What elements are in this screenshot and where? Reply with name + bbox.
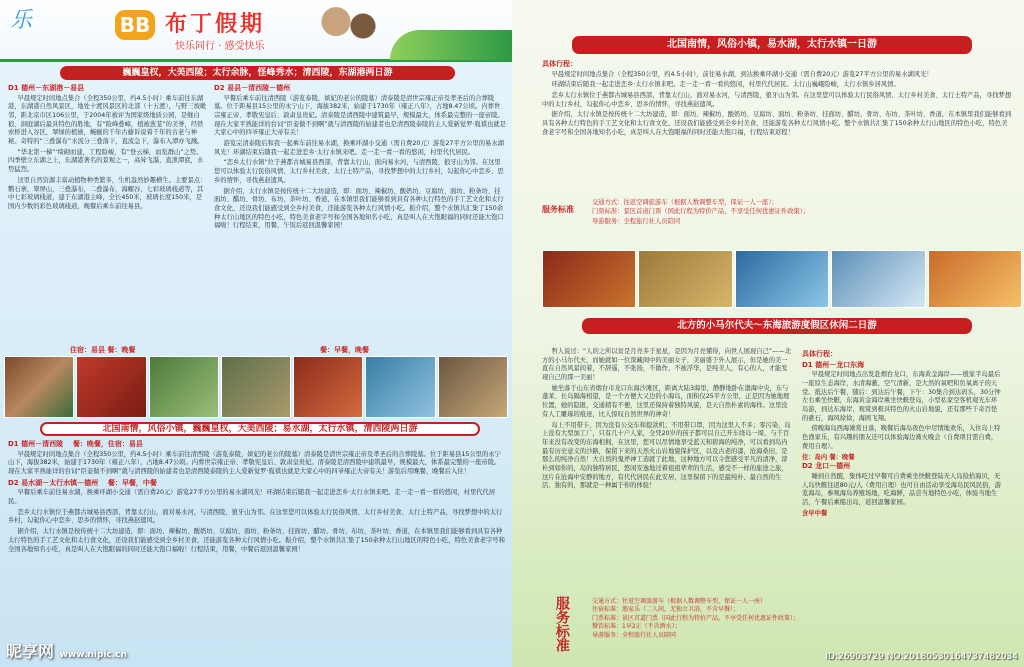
island-intro-column [542,348,792,493]
route2-day2-name: D2 易水湖－太行水镇－德州 [8,478,99,487]
day2-title: D2 易县－清西陵－德州 [214,84,291,92]
right-page [512,0,1024,667]
route-banner-4: 北方的小马尔代夫～东海旅游度假区休闲二日游 [582,318,972,334]
day1-para: “华北第一梯”‘绮砌而建，工程险峻，有“登云梯，而览群山”之势。四季壁立东湖之上，东湖港著名的景观之一，高耸飞瀑，直泄潭底，水势猛烈。 [8,148,204,174]
service2-item: 交通方式：往返空调旅游车（根据人数调整车型，保证一人一座） [592,598,767,605]
photo-lake [365,356,435,418]
island-day1-para: 傍晚海岛西海滩赏日落，晚餐后海岛夜色中尽情地欢乐，入住岛上特色渔家乐，有兴趣的朋友还可以体验海边篝火晚会（自费项目需自费，费用自理）。 [802,425,1001,450]
route2-day2-meal: 餐：早餐，中餐 [107,478,157,487]
couple-photo [300,4,390,48]
photo-village [438,356,508,418]
island-day1-title: D1 德州－龙口东海 [802,360,865,369]
island-day1-para: 早晨规定时间地点出发赴烟台龙口，东海黄金海岸——殷家半岛最后一座原生态海岸，水清海澈，空气清新，是大然的氧吧和负氧离子的天堂。抵达后午餐，随后：到达后午餐，下午：30集合到达码头，30分钟左右乘坐快艇，东海黄金海岸乘坐快艇登岛，小型私家空客机观光车环岛游，到达东海岸，观赏到极具特色的火山岩地貌，还有那些千奇百怪的礁石，海风徐徐，海鸥飞翔。 [802,371,1001,422]
day2-meal: 餐：早餐，晚餐 [320,346,369,354]
route2-day2-title [8,479,506,489]
service-label-2: 服务标准 [553,596,570,652]
photo-strip [4,356,508,418]
brand-slogan: 快乐同行 · 感受快乐 [175,41,265,52]
brand-badge: BB [115,10,155,40]
watermark [6,641,127,663]
oneday-para: 恋乡太行水镇位于燕都古城易县西部，背靠太行山，面对易水河，与清西陵，狼牙山为邻。在这里您可以体验太行民俗风情、太行乡村美食、太行土特产品，寻找梦想中的太行乡村，勾起你心中恋乡、思乡的情怀，寻找燕赵遗风。 [542,92,1012,108]
oneday-para: 据介绍，太行水镇是按传统十二大坊建造，即：面坊、辣椒坊、酸奶坊、豆腐坊、面坊、粉条坊、挂面坊、醋坊、骨坊、布坊、茶叶坊、香道，在本镇里我们能够看到具有各种太行特色的手工艺文化和太行食文化，还设我们能感受到全乡村美食，还能游览各种太行风情小吃。整个水镇共汇集了150余种太行山地区的特色小吃，特色美食老字号和全国各地知名小吃，真是叫人在大饱眼福的同时还能大饱口福，行程结束返程！ [542,111,1012,136]
route-banner-1: 巍巍皇权，大美西陵；太行余脉，怪峰秀水；清西陵，东湖港两日游 [60,66,455,80]
island-itinerary-label: 具体行程： [802,350,837,358]
service-list-2 [592,598,1012,640]
service-item: 交通方式：往返空调旅游车（根据人数调整车型，保证一人一座）； [592,199,778,206]
service-label: 服务标准 [542,205,574,214]
brand-title: 布丁假期 [165,12,266,37]
oneday-column [542,60,1012,139]
photo-cliff [4,356,74,418]
day2-para: 游览完清泰陵后和我一起乘车前往易水湖，换乘环湖小交通（需自费20元）游览27平方公里的易水湖风光！环湖结束后随我一起走进恋乡·太行水镇来吧。走一走一看一看的悠闲，村里代代居民。 [214,140,504,156]
route2-day2-para: 恋乡太行水镇位于燕都古城易县西部，背靠太行山，面对易水河，与清西陵，狼牙山为邻。在这里您可以体验太行民俗风情、太行乡村美食、太行土特产品，寻找梦想中的太行乡村，勾起你心中恋乡、思乡的情怀，寻找燕赵遗风。 [8,508,503,525]
day1-meal: 住宿：易县 餐：晚餐 [70,346,136,354]
route2-day2-para: 早餐后乘车前往易水湖，换乘环湖小交通（需自费20元）游览27平方公里的易水湖风光！环湖结束后随我一起走进恋乡·太行水镇来吧。走一走一看一看的悠闲，村里代代居民。 [8,489,496,506]
route-banner-3: 北国南情，风俗小镇，易水湖，太行水镇一日游 [572,36,972,54]
island-intro-para: 哲人说过：“人的之所以贫是月亮多于星星，是因为月亮懂得，向世人展现自己”——北方的小马尔代夫，而她就如一位深藏闺中的美丽女子，美丽盛于外人展示，但是她的美一直在自然风景间着，不辞遥，不张扬，不做作，不被浮华，是纯美人，有心的人，才能发现自己的那一美丽！ [542,348,791,382]
day1-column [8,84,208,214]
oneday-para: 早晨规定时间地点集合（全程350公里，约4.5小时），前往易水湖，到达换乘环湖小交通（需自费20元）游览27平方公里的易水湖风光！ [551,70,933,78]
day2-para: “恋乡太行水镇”位于燕都古城易县西部，背靠太行山，面向易水河，与清西陵，狼牙山为邻。在这里您可以体验太行民俗风情、太行乡村美食、太行土特产品，寻找梦想中的太行乡村，勾起你心中恋乡、思乡的情怀，寻找燕赵遗风。 [214,159,504,184]
route2-column [8,440,506,556]
watermark-url: www.nipic.cn [59,650,127,661]
service2-item: 导游服务：全程旅行社人员陪同 [592,631,677,639]
service-list [592,198,1012,226]
day2-para: 据介绍，太行水镇是按传统十二大坊建造，即：面坊、辣椒坊、酸奶坊、豆腐坊、面坊、粉条坊、挂面坊、醋坊、骨坊、布坊、茶叶坊、香道，在本镇里我们能够看到具有各种太行特色的手工艺文化和太行食文化，还设我们能感受到全乡村美食，还能游览各种太行风情小吃。振介绍，整个水镇共汇集了150余种太行山地区的特色小吃，特色美食老字号和全国各地知名小吃，真是叫人在大饱眼福的同时还能大饱口福啦！行程结束，用餐，午饭后返回温馨家园！ [214,187,504,230]
watermark-text: 昵享网 [6,642,55,662]
island-day2-meal: 含早中餐 [802,509,828,517]
oneday-para: 环湖结束后随我一起走进恋乡·太行水镇来吧。走一走一看一看的悠闲，村里代代居民。太行山巍峨险峻，太行水镇乡居风情。 [551,81,900,89]
island-intro-para: 她坐落于山东省烟台市龙口东海沙滩区，距离大陆3海里，静静地卧在渤海中央，东与蓬莱、长岛隔海相望，是一个方便大又边的小海岛，面积仅25平方公里，正是因为她地理位置，她的隐匿，交通稍有不便，这里还保持着独特风貌，是天自然朴素的海样。这里没有人工雕琢的痕迹，比人惊叹自然世界的神奇！ [542,384,790,418]
header [0,0,512,62]
route2-day1-para: 早晨规定时间地点集合（全程350公里，约4.5小时）乘车前往清西陵（游览泰陵，嫔妃的老公的陵墓）清泰陵是清世宗雍正帝及孝圣后的合葬陵墓。位于距易县15公里的永宁山下，海拔382米，始建于1730年（雍正八年），占地8.47公顷。内葬世宗雍正帝、孝敬宪皇后、敦肃皇贵妃。清泰陵是清西陵中建筑最早，规模最大，体系最完整的一座帝陵。现在大家平熟能详的台词“臣妾做不到啊”就与清西陵的始建者也是清西陵泰陵的主人爱新觉罗·胤祺也就是大家心中的四爷雍正大帝有关！游览后用晚餐，晚餐后入住！ [8,450,501,476]
island-itinerary-column [802,350,1002,518]
day2-column [214,84,506,233]
route2-day1-name: D1 德州－清西陵 [8,440,64,448]
photo-sunset [928,250,1022,308]
day2-para: 早餐后乘车前往清西陵（游览泰陵，嫔妃的老公的陵墓）清泰陵是清世宗雍正帝及孝圣后的合葬陵墓。位于距易县15公里的永宁山下，海拔382米，始建于1730年（雍正八年），占地8.47公顷。内葬世宗雍正帝、孝敬宪皇后、敦肃皇贵妃。清泰陵是清西陵中建筑最早，规模最大，体系最完整的一座帝陵。现在大家平熟能详的台词“臣妾做不到啊”就与清西陵的始建者也是清西陵泰陵的主人爱新觉罗·胤祺也就是大家心中的四爷雍正大帝有关！ [214,94,506,137]
island-intro-para: 岛上不用带卡，因为没有公交车和提款机；不用带口罩，因为这里人不多；零污染，岛上没有大型加工厂，只有几十户人家，全凭20岁的孩子都可以自己开车绕岛一周，与千百年来没有改变的东海相拥，在这里，您可以尽情地享受蓝天和碧海的纯净，可以看到岛内最有历史意义的沙路，保留下来的天然火山岩地貌保护区，以及古老的漆，沧海桑田，是那么的纯净自然！大自然的鬼斧神工造就了此地，这种地方可以令您感受平凡的清净，淳朴到如你的，岛的独特居民，悠闲安逸地过着祖祖辈辈的生活，感受不一样的旅途之旅，这片在沧海中安静的地方，有代代居民在此安居，这里保留下的是最纯朴、最自然的生活，独有的，那就是一种属于你的体验！ [542,421,791,490]
photo-forest [149,356,219,418]
route2-day1-meal: 餐：晚餐，住宿：易县 [72,440,143,448]
day1-title: D1 德州－东湖港－易县 [8,84,85,92]
island-day1-meal: 住：岛内 餐：晚餐 [802,453,855,461]
island-day2-title: D2 龙口－德州 [802,462,851,471]
photo-gate [221,356,291,418]
service2-item: 餐饮标准：1早2正（不含酒水）； [592,623,681,631]
service2-item: 住宿标准：渔家乐（二人间，无独立卫浴，不含早餐）； [592,606,740,614]
photo-seagulls [831,250,925,308]
service-item: 导游服务：全程旅行社人员陪同 [592,217,681,225]
photo-strip-right [542,250,1022,308]
route2-day2-para: 据介绍，太行水镇是按传统十二大坊建造，即：面坊、辣椒坊、酸奶坊、豆腐坊、面坊、粉条坊、挂面坊、醋坊、骨坊、布坊、茶叶坊、香道，在本镇里我们能够看到具有各种太行特色的手工艺文化和太行食文化，还设我们能感受到全乡村美食，还能游览各种太行风情小吃。振介绍，整个水镇共汇集了150余种太行山地区的特色小吃，特色美食老字号和全国各地知名小吃，真是叫人在大饱眼福的同时还能大饱口福啦！行程结束，用餐，中餐后返回温馨家园！ [8,528,505,553]
photo-buddha [542,250,636,308]
logo-icon: 乐 [10,8,33,33]
service-item: 门票标准：景区首道门票（国此行程为特价产品，不享受任何优惠证件政策）； [592,208,810,216]
service2-item: 门票标准：景区首道门票（国此行程为特价产品，不享受任何优惠证件政策）； [592,614,800,622]
day1-para: 这里自然资源丰富动植物种类繁多，生机盎然妙趣横生。主要景点：鹦石寨，翠屏山，三叠瀑布，二叠瀑布，海螺谷，七彩玻璃栈道等，其中七彩玻璃栈道，建于东湖港主峰，全长450米，玻璃长度150米，是国内少数的彩色玻璃栈道，晚餐后乘车前往易县。 [8,176,207,210]
decorative-swoosh [390,30,512,60]
photo-temple [76,356,146,418]
photo-hall [293,356,363,418]
image-id-mark: ID:26903729 NO:20180530164737482034 [825,651,1018,662]
photo-stone [638,250,732,308]
island-day2-para: 睡到自然醒，集体吃过早餐可自费乘坐快艇登陆无人岛捡拾海贝，无人岛快艇往返80元/人（费用自理）也可自由活动享受海岛民风民俗，游览海岛，参观海岛养殖场地，吃海鲜，品尝当地特色小吃，体验当地生活，午餐后乘船出岛，返回温馨家园。 [802,472,1002,506]
photo-coast [735,250,829,308]
oneday-label: 具体行程： [542,60,577,68]
day1-para: 早晨规定时间地点集合（全程350公里，约4.5小时）乘车前往东湖港，东湖港自然风景区，地处十渡风景区的北部（十五渡），与野三坡毗邻，距北京市区106公里，于2004年被评为国家级地质公园，是继白狼、洞庭湖后最具特色的胜地，有“险峰叠嶂，植被葱茏”的美誉，经铁索桥进入谷区，翠绿的植被，蜿蜒的千年古藤诉说着千年的古老与神秘。奇特的“三叠瀑布”水流分三叠落下，直流急下，瀑布入潭亦飞溅。 [8,94,207,146]
route-banner-2: 北国南情，风俗小镇，巍巍皇权，大美西陵；易水湖，太行水镇，清西陵两日游 [40,422,480,436]
route2-day1-title [8,440,506,450]
